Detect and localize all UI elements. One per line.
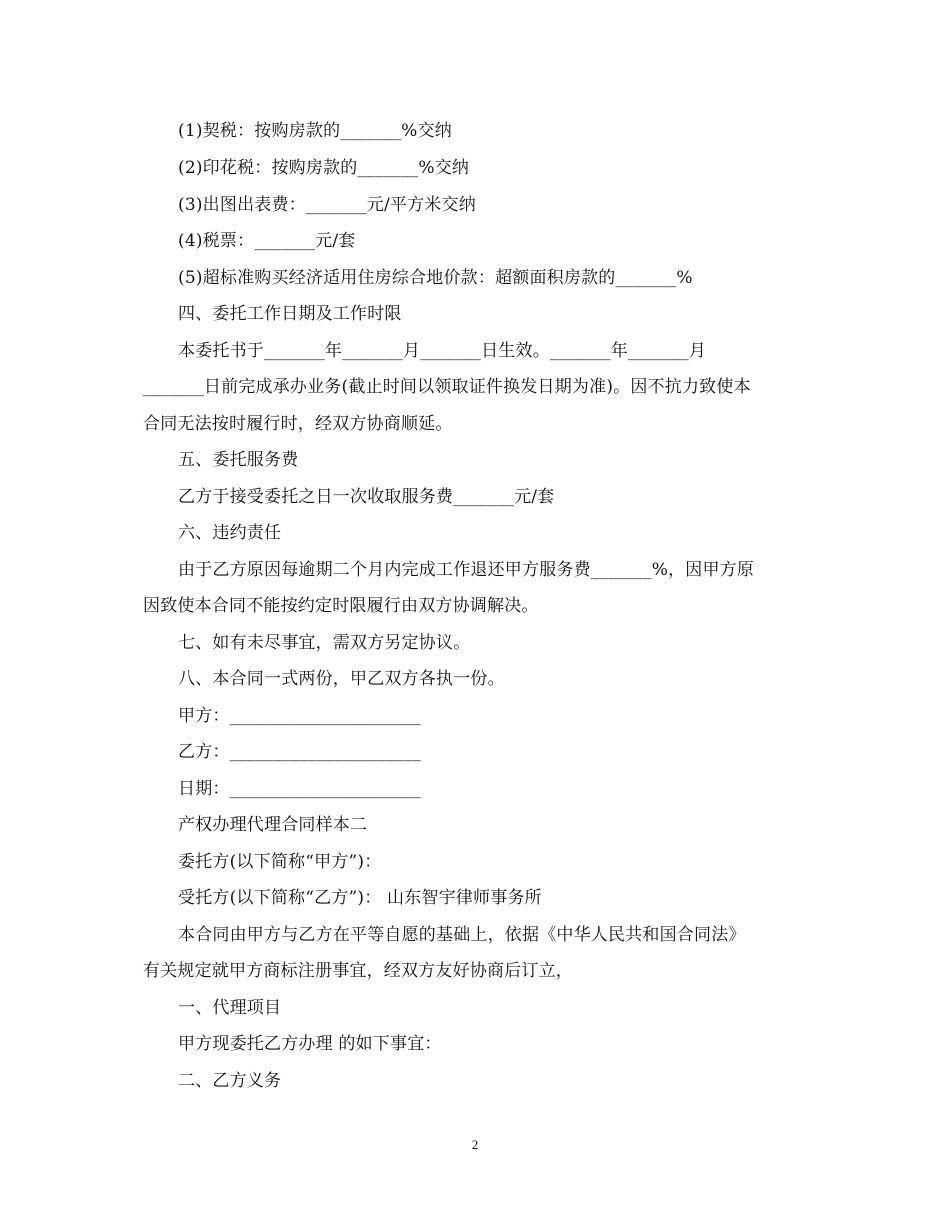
text-line: 乙方于接受委托之日一次收取服务费_______元/套	[178, 487, 555, 507]
text-line: (2)印花税：按购房款的_______%交纳	[178, 158, 470, 178]
page-number: 2	[471, 1137, 479, 1152]
text-line: 合同无法按时履行时，经双方协商顺延。	[143, 414, 453, 434]
text-line: (1)契税：按购房款的_______%交纳	[178, 121, 452, 141]
text-line: 因致使本合同不能按约定时限履行由双方协调解决。	[143, 596, 539, 616]
section-heading: 一、代理项目	[178, 998, 282, 1018]
sample-title: 产权办理代理合同样本二	[178, 815, 368, 835]
text-line: (4)税票：_______元/套	[178, 231, 356, 251]
text-line: 甲方现委托乙方办理 的如下事宜：	[178, 1034, 442, 1054]
text-line: 本委托书于_______年_______月_______日生效。_______年_______月	[178, 341, 707, 361]
section-heading: 五、委托服务费	[178, 450, 299, 470]
text-line: 有关规定就甲方商标注册事宜，经双方友好协商后订立，	[143, 961, 573, 981]
section-heading: 四、委托工作日期及工作时限	[178, 304, 402, 324]
text-line: (5)超标准购买经济适用住房综合地价款：超额面积房款的_______%	[178, 268, 693, 288]
text-line: 受托方(以下简称“乙方”)： 山东智宇律师事务所	[178, 888, 542, 908]
text-line: 本合同由甲方与乙方在平等自愿的基础上，依据《中华人民共和国合同法》	[178, 925, 746, 945]
text-line: 由于乙方原因每逾期二个月内完成工作退还甲方服务费_______%，因甲方原	[178, 560, 755, 580]
text-line: (3)出图出表费：_______元/平方米交纳	[178, 195, 476, 215]
signature-line-party-b: 乙方：______________________	[178, 742, 421, 762]
text-line: _______日前完成承办业务(截止时间以领取证件换发日期为准)。因不抗力致使本	[143, 377, 751, 397]
signature-line-date: 日期：______________________	[178, 779, 421, 799]
text-line: 八、本合同一式两份，甲乙双方各执一份。	[178, 669, 505, 689]
signature-line-party-a: 甲方：______________________	[178, 706, 421, 726]
text-line: 委托方(以下简称“甲方”)：	[178, 852, 382, 872]
section-heading: 六、违约责任	[178, 523, 282, 543]
text-line: 七、如有未尽事宜，需双方另定协议。	[178, 633, 471, 653]
section-heading: 二、乙方义务	[178, 1071, 282, 1091]
